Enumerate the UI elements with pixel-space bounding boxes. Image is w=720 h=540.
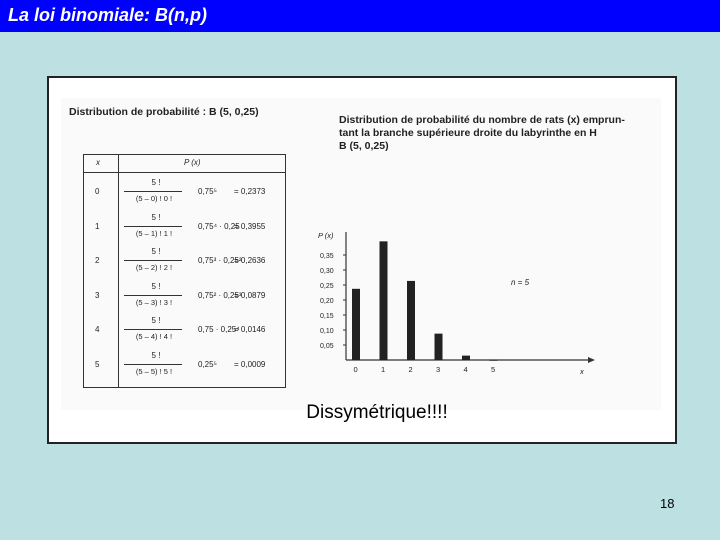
y-tick-label: 0,05 — [320, 343, 334, 350]
table-header-p: P (x) — [184, 158, 201, 167]
row-power: 0,25⁵ — [198, 359, 217, 369]
row-x: 5 — [95, 359, 100, 369]
scanned-figure — [61, 98, 661, 410]
row-x: 1 — [95, 221, 100, 231]
y-tick-label: 0,30 — [320, 268, 334, 275]
chart-annotation: n = 5 — [511, 278, 530, 287]
x-tick-label: 0 — [353, 365, 358, 374]
left-panel-title: Distribution de probabilité : B (5, 0,25) — [69, 106, 259, 118]
right-title-line-2: tant la branche supérieure droite du labyrinthe en H — [339, 127, 597, 139]
slide-title: La loi binomiale: B(n,p) — [8, 5, 207, 25]
bar — [462, 356, 470, 360]
table-header-x: x — [96, 158, 100, 167]
x-tick-label: 3 — [436, 365, 441, 374]
y-tick-label: 0,25 — [320, 283, 334, 290]
row-power: 0,75⁵ — [198, 187, 217, 196]
probability-bar-chart — [312, 210, 602, 380]
row-result: = 0,0146 — [234, 325, 266, 334]
row-denominator: (5 – 3) ! 3 ! — [135, 297, 173, 307]
x-tick-label: 2 — [408, 365, 413, 374]
x-tick-label: 4 — [463, 365, 468, 374]
y-tick-label: 0,20 — [320, 298, 334, 305]
caption — [49, 402, 675, 424]
row-result: = 0,0879 — [234, 290, 266, 300]
row-power: 0,75² · 0,25³ — [198, 290, 242, 300]
row-x: 2 — [95, 256, 100, 265]
table-row — [84, 348, 285, 382]
page-number: 18 — [660, 496, 675, 511]
probability-table — [83, 154, 286, 388]
row-numerator: 5 ! — [151, 316, 161, 325]
right-title-line-3: B (5, 0,25) — [339, 140, 389, 152]
bar — [352, 289, 360, 360]
row-x: 4 — [95, 325, 100, 334]
bar — [490, 360, 498, 361]
bar — [407, 281, 415, 360]
row-numerator: 5 ! — [151, 178, 161, 187]
row-power: 0,75 · 0,25⁴ — [198, 325, 240, 334]
row-result: = 0,0009 — [234, 359, 266, 369]
row-denominator: (5 – 2) ! 2 ! — [135, 263, 173, 272]
row-denominator: (5 – 4) ! 4 ! — [135, 332, 173, 341]
y-tick-label: 0,10 — [320, 328, 334, 335]
row-result: = 0,2373 — [234, 187, 266, 196]
row-denominator: (5 – 0) ! 0 ! — [135, 194, 173, 203]
row-numerator: 5 ! — [151, 281, 161, 291]
row-x: 0 — [95, 187, 100, 196]
caption-text: Dissymétrique!!!! — [306, 402, 448, 423]
x-tick-label: 1 — [381, 365, 386, 374]
y-axis-label: P (x) — [318, 231, 334, 240]
row-denominator: (5 – 1) ! 1 ! — [135, 228, 173, 238]
row-result: = 0,3955 — [234, 221, 266, 231]
row-numerator: 5 ! — [151, 350, 161, 360]
title-bar — [0, 0, 720, 32]
table-row — [84, 175, 285, 209]
table-row — [84, 313, 285, 347]
x-axis-arrow — [588, 357, 595, 363]
y-tick-label: 0,35 — [320, 253, 334, 260]
row-x: 3 — [95, 290, 100, 300]
y-tick-label: 0,15 — [320, 313, 334, 320]
row-denominator: (5 – 5) ! 5 ! — [135, 366, 173, 376]
table-row — [84, 244, 285, 278]
table-row — [84, 279, 285, 313]
table-row — [84, 210, 285, 244]
x-axis-label: x — [580, 367, 584, 376]
row-result: = 0,2636 — [234, 256, 266, 265]
bar — [435, 334, 443, 360]
right-panel-title — [339, 114, 659, 153]
bar — [380, 241, 388, 360]
x-tick-label: 5 — [491, 365, 496, 374]
row-power: 0,75³ · 0,25² — [198, 256, 242, 265]
figure-frame — [47, 76, 677, 444]
right-title-line-1: Distribution de probabilité du nombre de rats (x) emprun- — [339, 114, 625, 126]
row-numerator: 5 ! — [151, 247, 161, 256]
row-power: 0,75⁴ · 0,25 — [198, 221, 240, 231]
row-numerator: 5 ! — [151, 212, 161, 222]
